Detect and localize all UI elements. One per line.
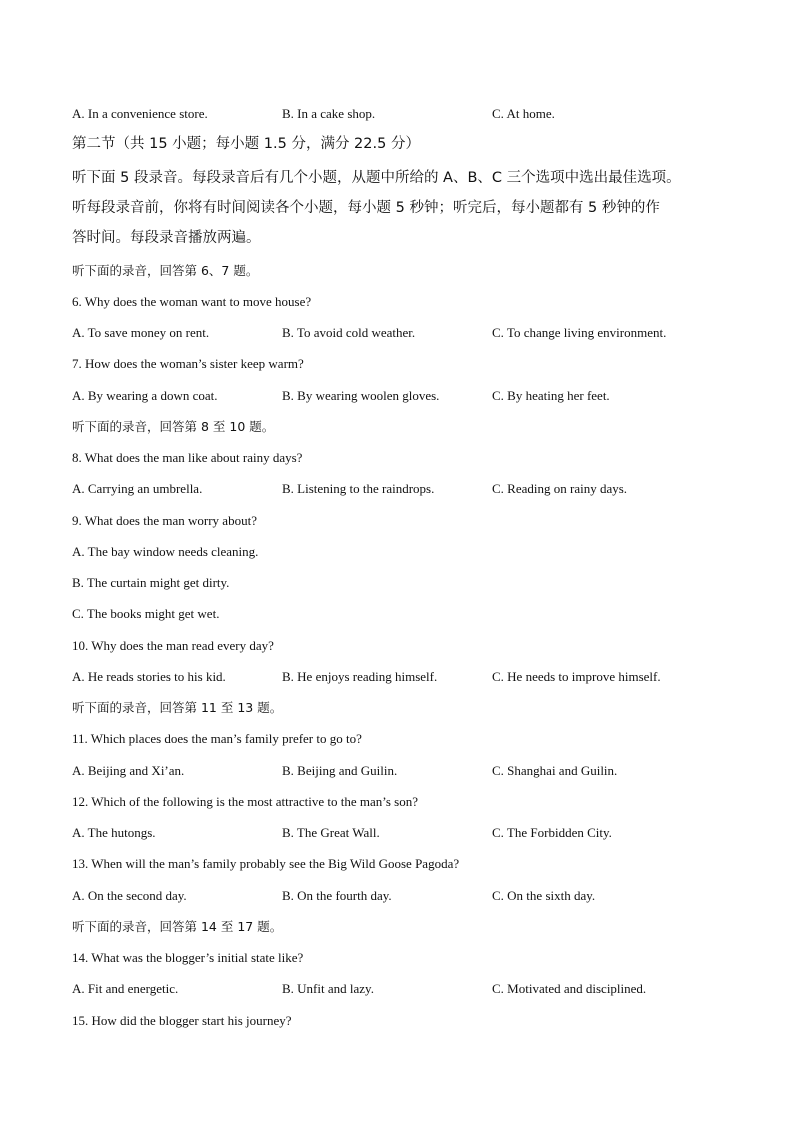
- q13-option-a: A. On the second day.: [72, 888, 187, 903]
- q12-option-b: B. The Great Wall.: [282, 825, 380, 840]
- question-12: 12. Which of the following is the most attractive to the man’s son?: [72, 794, 418, 809]
- group-instruction-6-7: 听下面的录音，回答第 6、7 题。: [72, 263, 259, 278]
- q11-option-a: A. Beijing and Xi’an.: [72, 763, 185, 778]
- q8-option-a: A. Carrying an umbrella.: [72, 481, 203, 496]
- q12-option-a: A. The hutongs.: [72, 825, 156, 840]
- q12-option-c: C. The Forbidden City.: [492, 825, 612, 840]
- q5-option-b: B. In a cake shop.: [282, 106, 376, 121]
- q6-option-b: B. To avoid cold weather.: [282, 325, 416, 340]
- question-13: 13. When will the man’s family probably see the Big Wild Goose Pagoda?: [72, 856, 460, 871]
- group-instruction-11-13: 听下面的录音，回答第 11 至 13 题。: [72, 700, 283, 715]
- q8-option-b: B. Listening to the raindrops.: [282, 481, 435, 496]
- section2-instruction-line1: 听下面 5 段录音。每段录音后有几个小题，从题中所给的 A、B、C 三个选项中选出最佳选项。: [72, 170, 681, 186]
- question-9: 9. What does the man worry about?: [72, 513, 257, 528]
- q6-option-a: A. To save money on rent.: [72, 325, 210, 340]
- q10-option-a: A. He reads stories to his kid.: [72, 669, 226, 684]
- q8-option-c: C. Reading on rainy days.: [492, 481, 628, 496]
- question-14: 14. What was the blogger’s initial state like?: [72, 950, 304, 965]
- q14-option-b: B. Unfit and lazy.: [282, 981, 374, 996]
- q14-option-c: C. Motivated and disciplined.: [492, 981, 647, 996]
- question-7: 7. How does the woman’s sister keep warm?: [72, 356, 304, 371]
- question-8: 8. What does the man like about rainy days?: [72, 450, 303, 465]
- group-instruction-8-10: 听下面的录音，回答第 8 至 10 题。: [72, 419, 275, 434]
- q10-option-b: B. He enjoys reading himself.: [282, 669, 438, 684]
- q7-option-b: B. By wearing woolen gloves.: [282, 388, 440, 403]
- q7-option-a: A. By wearing a down coat.: [72, 388, 218, 403]
- group-instruction-14-17: 听下面的录音，回答第 14 至 17 题。: [72, 919, 283, 934]
- q9-option-c: C. The books might get wet.: [72, 606, 220, 621]
- q14-option-a: A. Fit and energetic.: [72, 981, 179, 996]
- q9-option-a: A. The bay window needs cleaning.: [72, 544, 259, 559]
- q6-option-c: C. To change living environment.: [492, 325, 667, 340]
- q7-option-c: C. By heating her feet.: [492, 388, 610, 403]
- q5-option-c: C. At home.: [492, 106, 555, 121]
- question-15: 15. How did the blogger start his journey?: [72, 1013, 292, 1028]
- section2-instruction-line3: 答时间。每段录音播放两遍。: [72, 230, 261, 246]
- q5-option-a: A. In a convenience store.: [72, 106, 208, 121]
- question-11: 11. Which places does the man’s family prefer to go to?: [72, 731, 362, 746]
- q11-option-b: B. Beijing and Guilin.: [282, 763, 398, 778]
- q13-option-c: C. On the sixth day.: [492, 888, 596, 903]
- section2-instruction-line2: 听每段录音前，你将有时间阅读各个小题，每小题 5 秒钟；听完后，每小题都有 5 秒钟的作: [72, 200, 660, 216]
- section2-heading: 第二节（共 15 小题；每小题 1.5 分，满分 22.5 分）: [72, 136, 420, 152]
- q11-option-c: C. Shanghai and Guilin.: [492, 763, 618, 778]
- question-10: 10. Why does the man read every day?: [72, 638, 274, 653]
- q13-option-b: B. On the fourth day.: [282, 888, 392, 903]
- question-6: 6. Why does the woman want to move house?: [72, 294, 312, 309]
- q10-option-c: C. He needs to improve himself.: [492, 669, 661, 684]
- q9-option-b: B. The curtain might get dirty.: [72, 575, 230, 590]
